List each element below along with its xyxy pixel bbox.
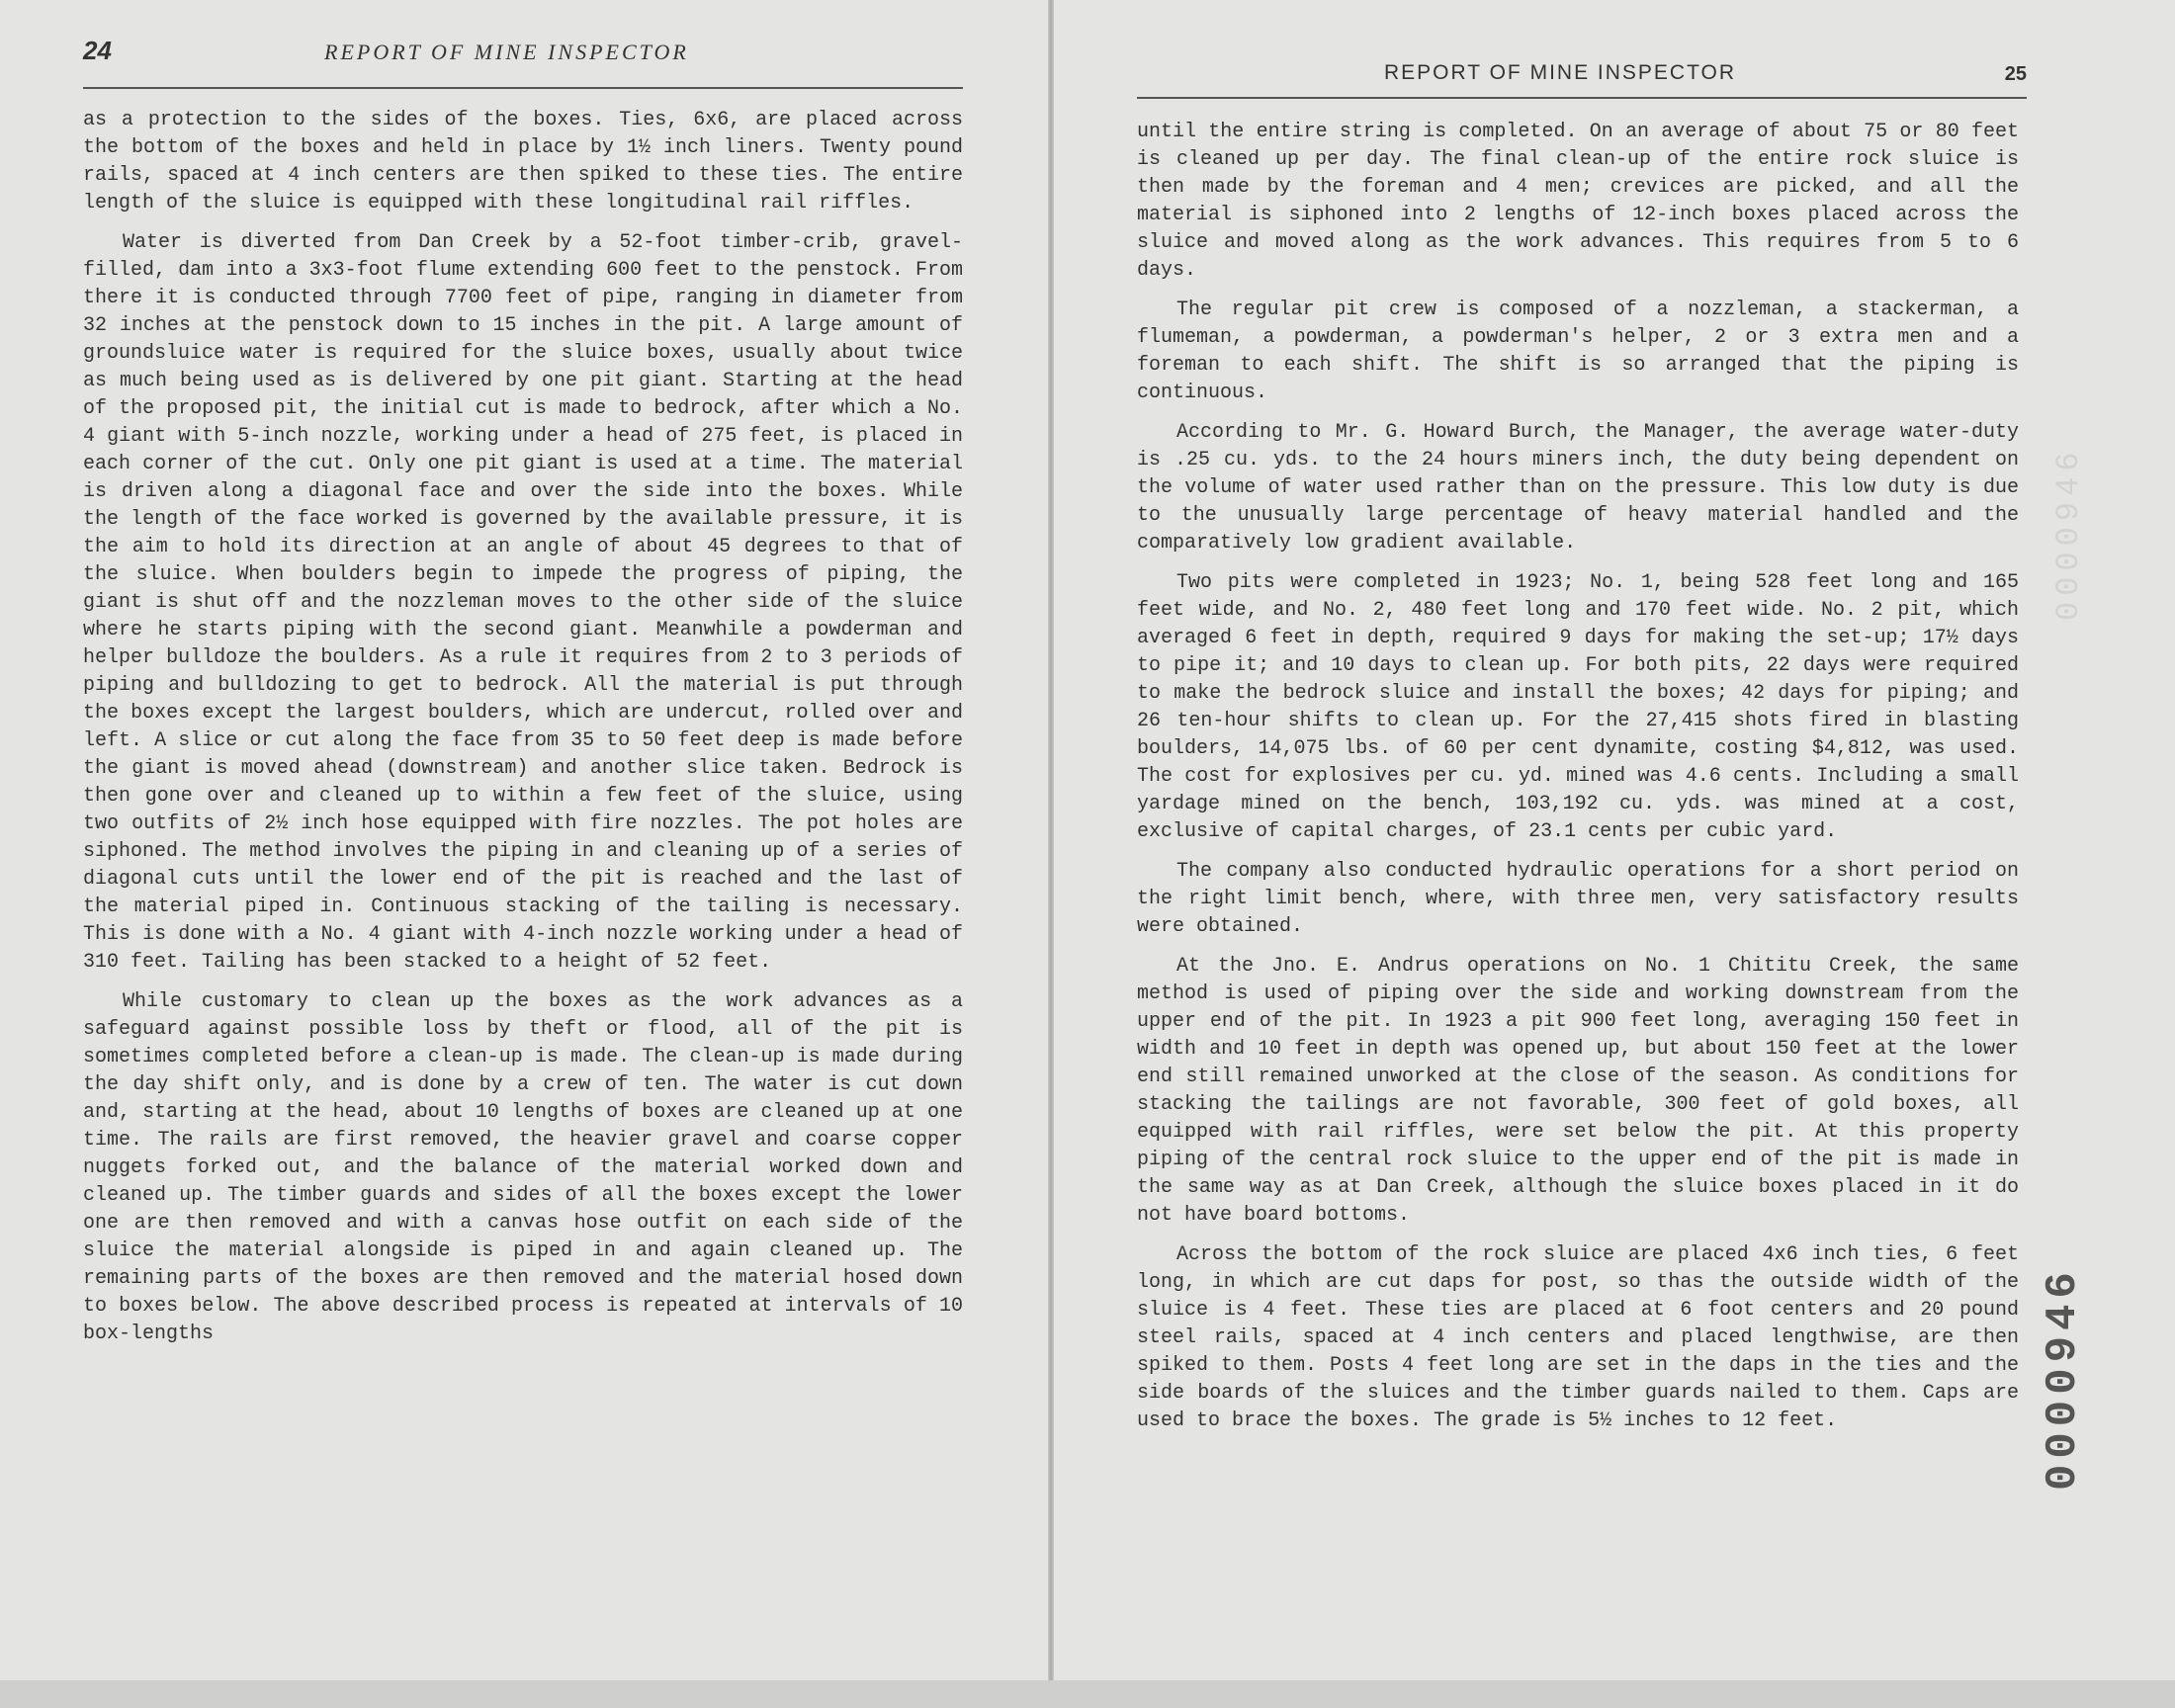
paragraph: until the entire string is completed. On an average of about 75 or 80 feet is cleaned up per day. The final clean-up of the entire rock sluice is then made by the foreman and 4 men; crevices are picked, and all the material is siphoned into 2 lengths of 12-inch boxes placed across the sluice and moved along as the work advances. This requires from 5 to 6 days.: [1137, 121, 2019, 282]
left-page-header: [83, 36, 963, 79]
left-header-rule: [83, 87, 963, 89]
paragraph: Two pits were completed in 1923; No. 1, being 528 feet long and 165 feet wide, and No. 2, 480 feet long and 170 feet wide. No. 2 pit, which averaged 6 feet in depth, required 9 days for making the set-up; 17½ days to pipe it; and 10 days to clean up. For both pits, 22 days were required to make the bedrock sluice and install the boxes; 42 days for piping; and 26 ten-hour shifts to clean up. For the 27,415 shots fired in blasting boulders, 14,075 lbs. of 60 per cent dynamite, costing $4,812, was used. The cost for explosives per cu. yd. mined was 4.6 cents. Including a small yardage mined on the bench, 103,192 cu. yds. was mined at a cost, exclusive of capital charges, of 23.1 cents per cubic yard.: [1137, 571, 2019, 843]
left-page-number: 24: [83, 36, 112, 65]
right-page-body: [1137, 119, 2019, 1447]
paragraph: The company also conducted hydraulic operations for a short period on the right limit bench, where, with three men, very satisfactory results were obtained.: [1137, 860, 2019, 938]
margin-stamp-number: 0000946: [2039, 1266, 2088, 1492]
paragraph: At the Jno. E. Andrus operations on No. 1 Chititu Creek, the same method is used of piping over the side and working downstream from the upper end of the pit. In 1923 a pit 900 feet long, averaging 150 feet in width and 10 feet in depth was opened up, but about 150 feet at the lower end still remained unworked at the close of the season. As conditions for stacking the tailings are not favorable, 300 feet of gold boxes, all equipped with rail riffles, were set below the pit. At this property piping of the central rock sluice to the upper end of the pit is made in the same way as at Dan Creek, although the sluice boxes placed in it do not have board bottoms.: [1137, 955, 2019, 1227]
right-header-rule: [1137, 97, 2027, 99]
paragraph: as a protection to the sides of the boxes. Ties, 6x6, are placed across the bottom of the boxes and held in place by 1½ inch liners. Twenty pound rails, spaced at 4 inch centers are then spiked to these ties. The entire length of the sluice is equipped with these longitudinal rail riffles.: [83, 109, 963, 214]
paragraph: Water is diverted from Dan Creek by a 52-foot timber-crib, gravel-filled, dam into a 3x3-foot flume extending 600 feet to the penstock. From there it is conducted through 7700 feet of pipe, ranging in diameter from 32 inches at the penstock down to 15 inches in the pit. A large amount of groundsluice water is required for the sluice boxes, usually about twice as much being used as is delivered by one pit giant. Starting at the head of the proposed pit, the initial cut is made to bedrock, after which a No. 4 giant with 5-inch nozzle, working under a head of 275 feet, is placed in each corner of the cut. Only one pit giant is used at a time. The material is driven along a diagonal face and over the side into the boxes. While the length of the face worked is governed by the available pressure, it is the aim to hold its direction at an angle of about 45 degrees to that of the sluice. When boulders begin to impede the progress of piping, the giant is shut off and the nozzleman moves to the other side of the sluice where he starts piping with the second giant. Meanwhile a powderman and helper bulldoze the boulders. As a rule it requires from 2 to 3 periods of piping and bulldozing to get to bedrock. All the material is put through the boxes except the largest boulders, which are undercut, rolled over and left. A slice or cut along the face from 35 to 50 feet deep is made before the giant is moved ahead (downstream) and another slice taken. Bedrock is then gone over and cleaned up to within a few feet of the sluice, using two outfits of 2½ inch hose equipped with fire nozzles. The pot holes are siphoned. The method involves the piping in and cleaning up of a series of diagonal cuts until the lower end of the pit is reached and the last of the material piped in. Continuous stacking of the tailing is necessary. This is done with a No. 4 giant with 4-inch nozzle working under a head of 310 feet. Tailing has been stacked to a height of 52 feet.: [83, 231, 963, 974]
paragraph: According to Mr. G. Howard Burch, the Manager, the average water-duty is .25 cu. yds. to the 24 hours miners inch, the duty being dependent on the volume of water used rather than on the pressure. This low duty is due to the unusually large percentage of heavy material handled and the comparatively low gradient available.: [1137, 421, 2019, 555]
left-page-body: [83, 107, 963, 1360]
paragraph: While customary to clean up the boxes as the work advances as a safeguard against possible loss by theft or flood, all of the pit is sometimes completed before a clean-up is made. The clean-up is made during the day shift only, and is done by a crew of ten. The water is cut down and, starting at the head, about 10 lengths of boxes are cleaned up at one time. The rails are first removed, the heavier gravel and coarse copper nuggets forked out, and the balance of the material worked down and cleaned up. The timber guards and sides of all the boxes except the lower one are then removed and with a canvas hose outfit on each side of the sluice the material alongside is piped in and again cleaned up. The remaining parts of the boxes are then removed and the material hosed down to boxes below. The above described process is repeated at intervals of 10 box-lengths: [83, 990, 963, 1345]
right-running-head: REPORT OF MINE INSPECTOR: [1384, 61, 1737, 84]
faint-stamp-number: 0000946: [2050, 446, 2087, 621]
right-page-header: [1137, 55, 2027, 99]
paragraph: The regular pit crew is composed of a nozzleman, a stackerman, a flumeman, a powderman, a powderman's helper, 2 or 3 extra men and a foreman to each shift. The shift is so arranged that the piping is continuous.: [1137, 299, 2019, 404]
scan-bottom-edge: [0, 1680, 2175, 1708]
paragraph: Across the bottom of the rock sluice are placed 4x6 inch ties, 6 feet long, in which are cut daps for post, so thas the outside width of the sluice is 4 feet. These ties are placed at 6 foot centers and 20 pound steel rails, spaced at 4 inch centers and placed lengthwise, are then spiked to them. Posts 4 feet long are set in the daps in the ties and the side boards of the sluices and the timber guards nailed to them. Caps are used to brace the boxes. The grade is 5½ inches to 12 feet.: [1137, 1243, 2019, 1432]
book-spine: [1048, 0, 1054, 1708]
left-running-head: REPORT OF MINE INSPECTOR: [324, 40, 689, 64]
right-page-number: 25: [2004, 63, 2027, 85]
